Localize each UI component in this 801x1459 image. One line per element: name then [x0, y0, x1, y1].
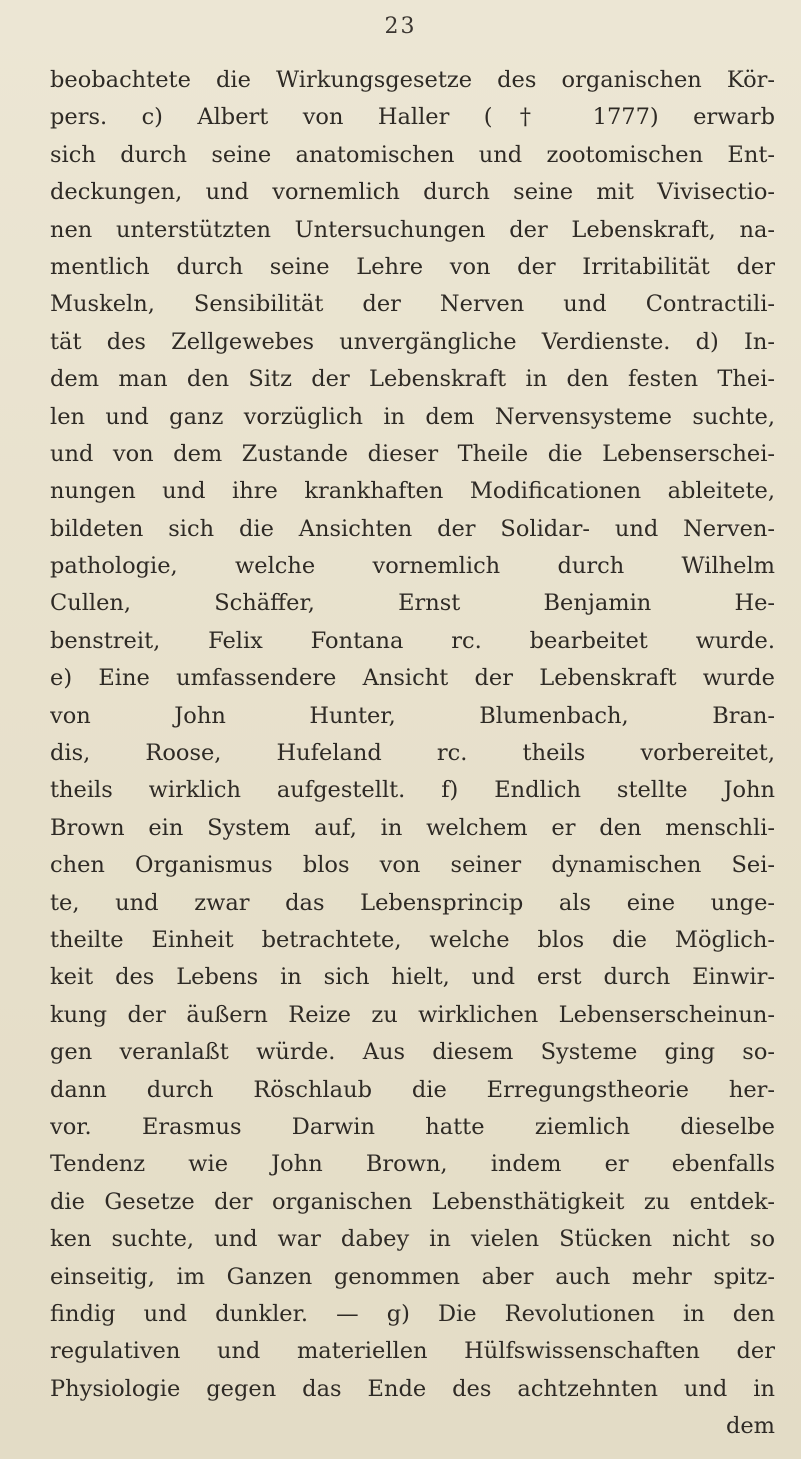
text-line: Muskeln, Sensibilität der Nerven und Contractili- — [50, 291, 775, 318]
text-line: theilte Einheit betrachtete, welche blos die Möglich- — [50, 926, 775, 953]
text-line: pers. c) Albert von Haller († 1777) erwarb — [50, 104, 775, 131]
text-line: e) Eine umfassendere Ansicht der Lebenskraft wurde — [50, 665, 775, 692]
text-line: Physiologie gegen das Ende des achtzehnten und in — [50, 1375, 775, 1402]
text-line: chen Organismus blos von seiner dynamischen Sei- — [50, 852, 775, 879]
text-line: pathologie, welche vornemlich durch Wilhelm — [50, 553, 775, 580]
text-line: findig und dunkler. — g) Die Revolutionen in den — [50, 1300, 775, 1327]
catchword: dem — [725, 1413, 775, 1440]
text-line: dis, Roose, Hufeland rc. theils vorbereitet, — [50, 740, 775, 767]
text-line: len und ganz vorzüglich in dem Nervensysteme suchte, — [50, 403, 775, 430]
text-line: beobachtete die Wirkungsgesetze des organischen Kör- — [50, 67, 775, 93]
text-line: einseitig, im Ganzen genommen aber auch mehr spitz- — [50, 1263, 775, 1290]
text-line: die Gesetze der organischen Lebensthätigkeit zu entdek- — [50, 1188, 775, 1215]
page-number: 23 — [384, 14, 417, 39]
text-line: nen unterstützten Untersuchungen der Lebenskraft, na- — [50, 216, 775, 243]
text-line: tät des Zellgewebes unvergängliche Verdienste. d) In- — [50, 328, 775, 355]
text-line: bildeten sich die Ansichten der Solidar- und Nerven- — [50, 515, 775, 542]
text-line: ken suchte, und war dabey in vielen Stücken nicht so — [50, 1226, 775, 1253]
text-line: benstreit, Felix Fontana rc. bearbeitet wurde. — [50, 627, 775, 654]
text-line: keit des Lebens in sich hielt, und erst durch Einwir- — [50, 964, 775, 991]
text-line: mentlich durch seine Lehre von der Irritabilität der — [50, 253, 775, 280]
text-line: Cullen, Schäffer, Ernst Benjamin He- — [50, 590, 775, 617]
text-line: dann durch Röschlaub die Erregungstheorie her- — [50, 1076, 775, 1103]
text-line: nungen und ihre krankhaften Modificationen ableitete, — [50, 478, 775, 505]
text-line: te, und zwar das Lebensprincip als eine unge- — [50, 889, 775, 916]
text-line: Brown ein System auf, in welchem er den menschli- — [50, 814, 775, 841]
body-text — [50, 62, 775, 1445]
text-line: und von dem Zustande dieser Theile die Lebenserschei- — [50, 440, 775, 467]
text-line: kung der äußern Reize zu wirklichen Lebenserscheinun- — [50, 1001, 775, 1028]
text-line: von John Hunter, Blumenbach, Bran- — [50, 702, 775, 729]
text-line: vor. Erasmus Darwin hatte ziemlich dieselbe — [50, 1113, 775, 1140]
text-line: theils wirklich aufgestellt. f) Endlich stellte John — [50, 777, 775, 804]
text-line: deckungen, und vornemlich durch seine mit Vivisectio- — [50, 179, 775, 206]
text-line: sich durch seine anatomischen und zootomischen Ent- — [50, 141, 775, 168]
text-line: dem man den Sitz der Lebenskraft in den festen Thei- — [50, 366, 775, 393]
text-line: Tendenz wie John Brown, indem er ebenfalls — [50, 1151, 775, 1178]
text-line: gen veranlaßt würde. Aus diesem Systeme ging so- — [50, 1039, 775, 1066]
text-line: regulativen und materiellen Hülfswissenschaften der — [50, 1338, 775, 1365]
